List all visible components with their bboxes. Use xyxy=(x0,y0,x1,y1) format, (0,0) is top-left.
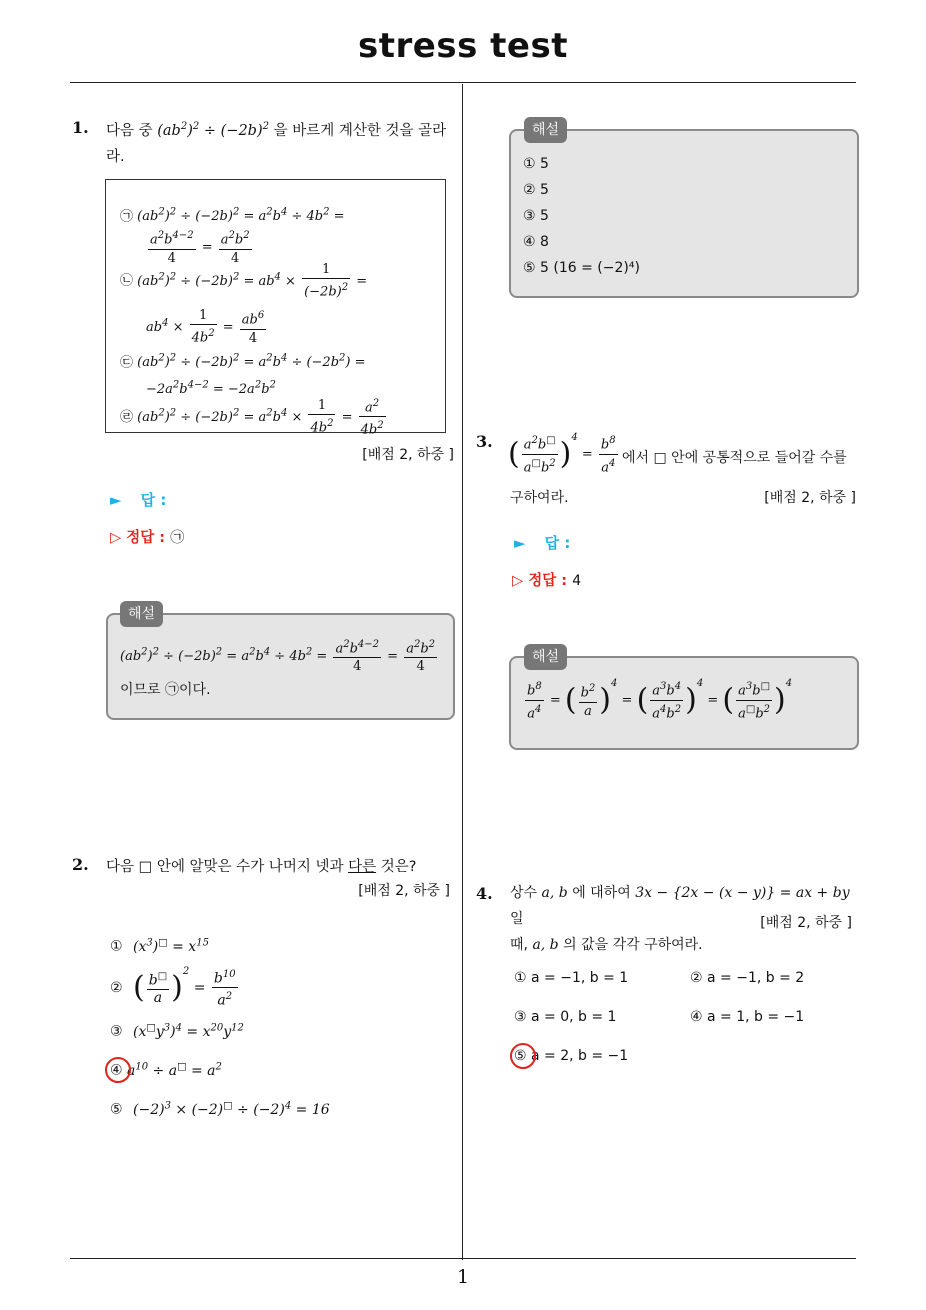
q2-number: 2. xyxy=(72,855,89,874)
q3-text-b: 구하여라. xyxy=(510,490,569,506)
q1-explain-tag: 해설 xyxy=(120,601,163,627)
option-marker: ㉡ xyxy=(120,273,134,289)
q1-expression: $(ab^2)^2 \div (-2b)^2$ xyxy=(157,121,269,139)
q2-choice-2[interactable]: ② ( $\frac{b^□}{a}$ )$^2$ = $\frac{b^{10}}{a^2}$ xyxy=(110,966,236,1009)
q3-score: [배점 2, 하중 ] xyxy=(764,490,856,506)
q4-prompt: 상수 a, b 에 대하여 3x − {2x − (x − y)} = ax + by 일 때, a, b 의 값을 각각 구하여라. xyxy=(510,885,850,953)
q1-answer-label: 답 : xyxy=(140,491,167,509)
choice-marker: ③ xyxy=(110,1023,123,1040)
page-number: 1 xyxy=(456,1266,470,1288)
footer-rule xyxy=(70,1258,856,1259)
q1-text-a: 다음 중 xyxy=(106,122,153,139)
choice-marker: ④ xyxy=(110,1062,123,1079)
q2-explain-lines xyxy=(523,151,640,281)
column-divider xyxy=(462,84,463,1260)
q1-option-3[interactable]: ㉢ $(ab^2)^2 \div (-2b)^2 = a^2b^4 \div (-2b^2)$ = $-2a^2b^{4-2} = -2a^2b^2$ xyxy=(120,353,366,397)
q2-prompt xyxy=(106,855,416,876)
q2-red-circle-mark xyxy=(105,1057,131,1083)
q1-explain-box xyxy=(106,613,455,720)
q3-text-a: 에서 □ 안에 공통적으로 들어갈 수를 xyxy=(622,450,847,466)
q4-choice-2[interactable]: ② a = −1, b = 2 xyxy=(690,970,805,986)
q2-text-b: 것은? xyxy=(380,859,417,875)
q2-choice-3[interactable]: ③ $(x^□y^3)^4 = x^{20}y^{12}$ xyxy=(110,1022,244,1040)
q3-correct-label: 정답 : xyxy=(528,573,568,589)
q1-options-box xyxy=(105,179,446,438)
q3-answer-label: 답 : xyxy=(544,534,571,552)
option-marker: ㉠ xyxy=(120,209,134,225)
q1-number: 1. xyxy=(72,118,89,137)
q2-choice-5[interactable]: ⑤ $(-2)^3 \times (-2)^□ \div (-2)^4 = 16$ xyxy=(110,1100,330,1118)
q3-number: 3. xyxy=(476,432,493,451)
q3-explain-formula: $\frac{b^8}{a^4}$ = ( $\frac{b^2}{a}$ )$^4$ = ( $\frac{a^3b^4}{a^4b^2}$ )$^4$ = ( $\frac{a^3b^□}{a^□b^2}$ )$^4$ xyxy=(527,678,793,721)
blue-arrow-icon: ► xyxy=(514,534,526,552)
q1-text-b: 을 바르게 계산한 것을 골라 xyxy=(273,122,447,139)
q2-choice-4[interactable]: ④ $a^{10} \div a^□ = a^2$ xyxy=(110,1061,222,1079)
q4-number: 4. xyxy=(476,884,493,903)
q1-correct-label: 정답 : xyxy=(126,530,166,546)
q3-correct-value: 4 xyxy=(572,573,582,589)
q1-score: [배점 2, 하중 ] xyxy=(362,447,454,463)
q2-explain-line: ③ 5 xyxy=(523,208,549,224)
red-arrow-icon: ▷ xyxy=(110,530,122,546)
q2-explain-box xyxy=(509,129,859,298)
q2-explain-line: ⑤ 5 (16 = (−2)⁴) xyxy=(523,260,640,276)
q2-explain-line: ④ 8 xyxy=(523,234,549,250)
q2-explain-tag: 해설 xyxy=(524,117,567,143)
q4-text-c: 일 xyxy=(510,911,524,927)
q3-correct-line xyxy=(512,569,581,590)
page-title: stress test xyxy=(358,26,568,66)
q4-text-d: 때, xyxy=(510,937,528,953)
q2-explain-line: ② 5 xyxy=(523,182,549,198)
q1-text-c: 라. xyxy=(106,148,125,165)
q1-correct-value: ㉠ xyxy=(170,530,185,546)
q2-choice-1[interactable]: ① $(x^3)^□ = x^{15}$ xyxy=(110,937,209,955)
q1-option-1[interactable]: ㉠ $(ab^2)^2 \div (-2b)^2 = a^2b^4 \div 4b^2$ = $\frac{a^2b^{4-2}}{4}$ = $\frac{a^2b^2}{4}$ xyxy=(120,207,345,266)
q1-explain-end: 이므로 ㉠이다. xyxy=(120,682,211,698)
q3-explain-tag: 해설 xyxy=(524,644,567,670)
choice-marker: ⑤ xyxy=(110,1101,123,1118)
blue-arrow-icon: ► xyxy=(110,491,122,509)
q1-option-4[interactable]: ㉣ $(ab^2)^2 \div (-2b)^2 = a^2b^4$ × $\frac{1}{4b^2}$ = $\frac{a^2}{4b^2}$ xyxy=(120,398,384,438)
q2-text-a: 다음 □ 안에 알맞은 수가 나머지 넷과 xyxy=(106,859,344,875)
header-rule xyxy=(70,82,856,83)
q4-text-e: 의 값을 각각 구하여라. xyxy=(563,937,703,953)
red-arrow-icon: ▷ xyxy=(512,573,524,589)
q1-prompt xyxy=(106,114,456,170)
q2-score: [배점 2, 하중 ] xyxy=(358,883,450,899)
choice-marker: ② xyxy=(110,980,123,996)
q3-explain-box xyxy=(509,656,859,750)
option-marker: ㉣ xyxy=(120,409,134,425)
q4-red-circle-mark xyxy=(510,1043,536,1069)
q3-expression: ( $\frac{a^2b^□}{a^□b^2}$ )$^4$ = $\frac{b^8}{a^4}$ xyxy=(508,432,616,475)
q1-correct-line xyxy=(110,526,184,547)
q4-score: [배점 2, 하중 ] xyxy=(760,915,852,931)
q1-option-2[interactable]: ㉡ $(ab^2)^2 \div (-2b)^2 = ab^4$ × $\frac{1}{(-2b)^2}$ = $ab^4$ × $\frac{1}{4b^2}$ = $\frac{ab^6}{4}$ xyxy=(120,262,368,346)
q4-choice-3[interactable]: ③ a = 0, b = 1 xyxy=(514,1009,617,1025)
q4-text-b: 에 대하여 xyxy=(572,885,631,901)
q2-explain-line: ① 5 xyxy=(523,156,549,172)
q4-text-a: 상수 xyxy=(510,885,538,901)
q2-text-underline: 다른 xyxy=(348,859,377,875)
q4-choice-1[interactable]: ① a = −1, b = 1 xyxy=(514,970,629,986)
q1-answer-line xyxy=(110,489,166,510)
q4-choice-4[interactable]: ④ a = 1, b = −1 xyxy=(690,1009,805,1025)
option-marker: ㉢ xyxy=(120,355,134,371)
q4-choice-5[interactable]: ⑤ a = 2, b = −1 xyxy=(514,1048,629,1064)
q1-explain-formula: $(ab^2)^2 \div (-2b)^2 = a^2b^4 \div 4b^2$ = $\frac{a^2b^{4-2}}{4}$ = $\frac{a^2b^2}{4}$ xyxy=(120,639,436,675)
choice-marker: ① xyxy=(110,938,123,955)
q3-answer-line xyxy=(514,532,570,553)
